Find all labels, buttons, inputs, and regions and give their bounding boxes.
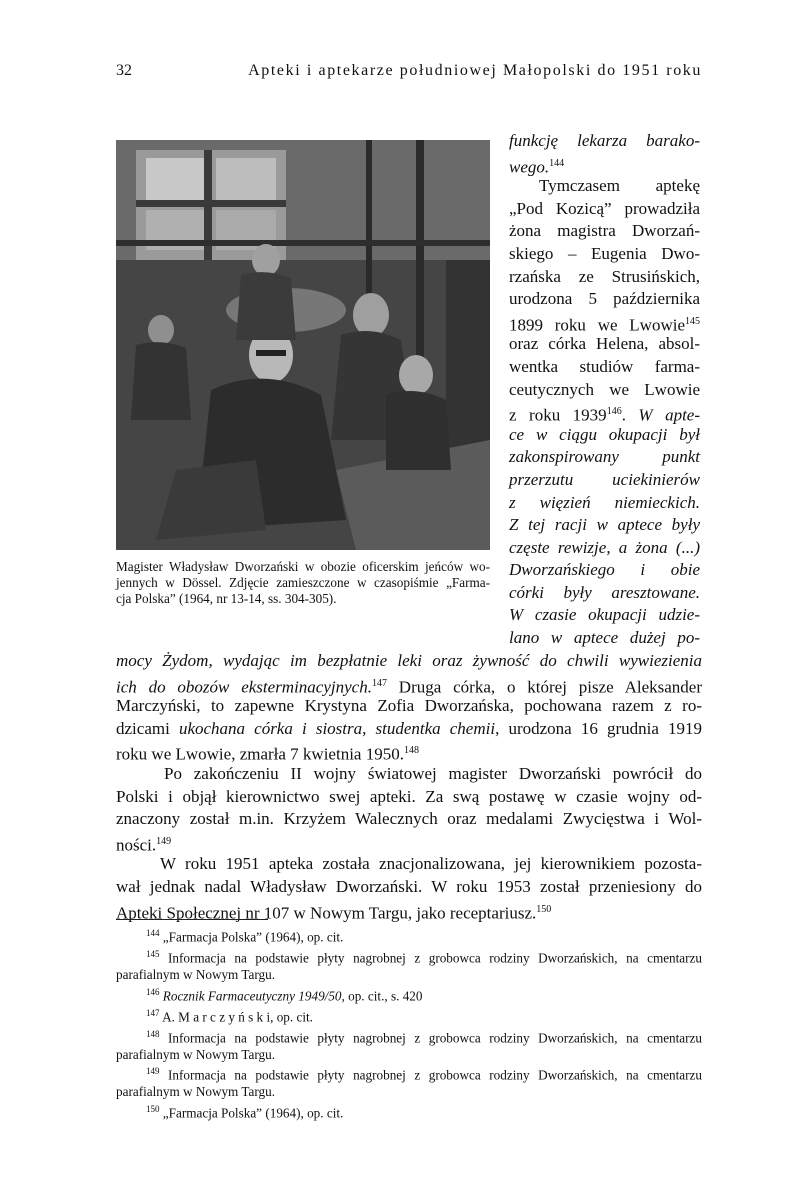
italic-text: córki były aresztowane. xyxy=(509,582,700,602)
text-line: skiego – Eugenia Dwo- xyxy=(509,243,700,263)
footnote-text: Informacja na podstawie płyty nagrobnej z grobowca rodziny Dworzańskich, na cmentarzu xyxy=(159,950,702,966)
italic-text: częste rewizje, a żona (...) xyxy=(509,537,700,557)
footnote-number: 149 xyxy=(146,1066,160,1077)
text-line: Tymczasem aptekę xyxy=(539,176,700,196)
text-line: „Pod Kozicą” prowadziła xyxy=(509,198,700,218)
caption-line: Magister Władysław Dworzański w obozie oficerskim jeńców wo- xyxy=(116,559,490,574)
text-line xyxy=(509,559,700,582)
text-line: żona magistra Dworzań- xyxy=(509,221,700,241)
footnote-ref: 149 xyxy=(156,835,172,847)
footnote-text: „Farmacja Polska” (1964), op. cit. xyxy=(159,929,344,945)
text-run: Druga córka, o której pisze Aleksander xyxy=(386,677,703,697)
photo-caption xyxy=(116,559,490,608)
footnote-continuation: parafialnym w Nowym Targu. xyxy=(116,966,276,982)
footnote-ref: 150 xyxy=(536,903,552,915)
italic-text: wego. xyxy=(509,157,550,177)
footnote-divider xyxy=(116,919,268,920)
text-line xyxy=(116,740,702,763)
text-run: roku we Lwowie, zmarła 7 kwietnia 1950. xyxy=(116,745,404,765)
text-line xyxy=(509,446,700,469)
text-line xyxy=(509,537,700,560)
italic-text: ukochana córka i siostra, studentka chemii xyxy=(178,718,496,738)
italic-text: przerzutu uciekinierów xyxy=(509,469,700,489)
footnote-ref: 146 xyxy=(606,406,622,418)
footnote-italic-text: Rocznik Farmaceutyczny 1949/50, xyxy=(162,987,345,1003)
italic-text: ich do obozów eksterminacyjnych. xyxy=(116,677,372,697)
italic-text: z więzień niemieckich. xyxy=(509,492,700,512)
text-line xyxy=(509,424,700,447)
footnote-text: op. cit., s. 420 xyxy=(344,987,423,1003)
footnote-147 xyxy=(116,1005,702,1026)
footnote-145 xyxy=(116,946,702,967)
footnote-150 xyxy=(116,1101,702,1122)
text-line xyxy=(509,627,700,650)
footnote-144 xyxy=(116,925,702,946)
historical-photo xyxy=(116,140,490,550)
footnote-ref: 145 xyxy=(685,315,700,327)
italic-text: funkcję lekarza barako- xyxy=(509,131,700,150)
text-line xyxy=(509,401,700,424)
text-line xyxy=(116,673,702,696)
italic-text: ce w ciągu okupacji był xyxy=(509,424,700,444)
footnote-149 xyxy=(116,1063,702,1084)
caption-line: jennych w Dössel. Zdjęcie zamieszczone w czasopiśmie „Farma- xyxy=(116,575,490,591)
text-run: z roku 1939 xyxy=(509,405,607,425)
footnote-number: 147 xyxy=(146,1007,160,1018)
text-line: urodzona 5 października xyxy=(509,289,700,309)
footnote-number: 145 xyxy=(146,948,160,959)
footnote-number: 148 xyxy=(146,1028,160,1039)
text-line xyxy=(509,311,700,334)
italic-text: mocy Żydom, wydając im bezpłatnie leki oraz żywność do chwili wywiezienia xyxy=(116,651,702,670)
text-line: znaczony został m.in. Krzyżem Walecznych oraz medalami Zwycięstwa i Wol- xyxy=(116,809,702,829)
text-run: . xyxy=(621,405,639,425)
italic-text: Dworzańskiego i obie xyxy=(509,560,700,580)
text-run: , urodzona 16 grudnia 1919 xyxy=(495,718,702,738)
footnotes xyxy=(116,925,702,1122)
text-line xyxy=(509,604,700,627)
footnote-continuation: parafialnym w Nowym Targu. xyxy=(116,1084,276,1100)
footnote-number: 144 xyxy=(146,928,160,938)
text-line: oraz córka Helena, absol- xyxy=(509,334,700,354)
page-header xyxy=(116,62,702,86)
text-line: Marczyński, to zapewne Krystyna Zofia Dworzańska, pochowana razem z ro- xyxy=(116,696,702,716)
text-line: wentka studiów farma- xyxy=(509,356,700,376)
footnote-148 xyxy=(116,1026,702,1047)
text-line xyxy=(509,469,700,492)
text-line: rzańska ze Strusińskich, xyxy=(509,266,700,286)
text-line xyxy=(116,899,702,922)
footnote-text: „Farmacja Polska” (1964), op. cit. xyxy=(159,1105,344,1121)
caption-line: cja Polska” (1964, nr 13-14, ss. 304-305). xyxy=(116,591,337,607)
text-line xyxy=(509,130,700,153)
text-line xyxy=(509,582,700,605)
footnote-ref: 144 xyxy=(549,157,565,169)
footnote-ref: 148 xyxy=(403,745,419,757)
text-line: ceutycznych we Lwowie xyxy=(509,379,700,399)
italic-text: Z tej racji w aptece były xyxy=(509,515,700,535)
text-run: ności. xyxy=(116,835,157,855)
running-title: Apteki i aptekarze południowej Małopolski do 1951 roku xyxy=(248,62,702,79)
text-line: W roku 1951 apteka została znacjonalizowana, jej kierownikiem pozosta- xyxy=(160,854,702,874)
footnote-ref: 147 xyxy=(371,677,387,689)
footnote-number: 146 xyxy=(146,986,160,997)
text-line xyxy=(509,492,700,515)
text-line xyxy=(116,650,702,673)
italic-text: W czasie okupacji udzie- xyxy=(509,605,700,625)
text-run: 1899 roku we Lwowie xyxy=(509,315,685,335)
body-text xyxy=(116,650,702,921)
text-line: wał jednak nadal Władysław Dworzański. W roku 1953 został przeniesiony do xyxy=(116,876,702,896)
page-number: 32 xyxy=(116,62,132,79)
text-line xyxy=(509,153,700,176)
photograph-icon xyxy=(116,140,490,550)
footnote-number: 150 xyxy=(146,1103,160,1114)
footnote-text: A. M a r c z y ń s k i, op. cit. xyxy=(159,1008,313,1024)
text-run: Apteki Społecznej nr 107 w Nowym Targu, jako receptariusz. xyxy=(116,903,537,923)
text-line: Po zakończeniu II wojny światowej magister Dworzański powrócił do xyxy=(164,763,702,783)
footnote-text: Informacja na podstawie płyty nagrobnej z grobowca rodziny Dworzańskich, na cmentarzu xyxy=(159,1029,702,1045)
text-line: Polski i objął kierownictwo swej apteki. Za swą postawę w czasie wojny od- xyxy=(116,786,702,806)
italic-text: W apte- xyxy=(638,405,700,425)
footnote-text: Informacja na podstawie płyty nagrobnej z grobowca rodziny Dworzańskich, na cmentarzu xyxy=(159,1067,702,1083)
italic-text: zakonspirowany punkt xyxy=(509,447,700,467)
italic-text: lano w aptece dużej po- xyxy=(509,628,700,648)
text-line xyxy=(116,718,702,741)
footnote-146 xyxy=(116,984,702,1005)
text-line xyxy=(509,514,700,537)
side-column-text xyxy=(509,130,700,650)
text-line xyxy=(116,831,702,854)
footnote-continuation: parafialnym w Nowym Targu. xyxy=(116,1046,276,1062)
text-run: dzicami xyxy=(116,718,179,738)
